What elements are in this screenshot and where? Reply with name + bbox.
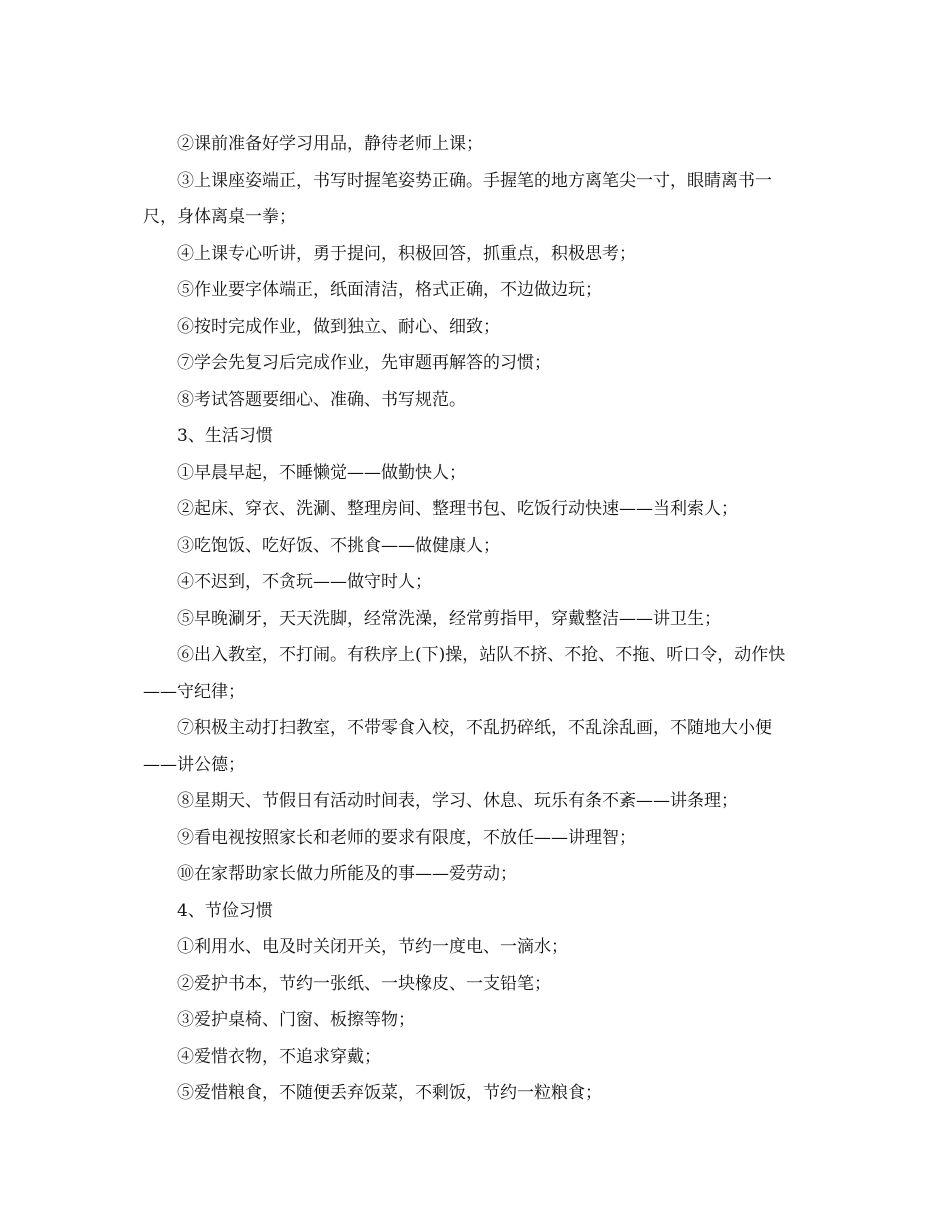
section-heading: 3、生活习惯 <box>177 426 273 446</box>
document-body <box>143 126 803 1112</box>
list-item: ⑤作业要字体端正，纸面清洁，格式正确，不边做边玩； <box>177 280 602 300</box>
list-item: ④上课专心听讲，勇于提问，积极回答，抓重点，积极思考； <box>177 243 636 264</box>
list-item: ⑤早晚涮牙，天天洗脚，经常洗澡，经常剪指甲，穿戴整洁——讲卫生； <box>177 608 721 629</box>
list-item: ⑦积极主动打扫教室，不带零食入校，不乱扔碎纸，不乱涂乱画，不随地大小便——讲公德； <box>143 718 772 775</box>
list-item: ②爱护书本，节约一张纸、一块橡皮、一支铅笔； <box>177 973 551 994</box>
list-item: ⑧考试答题要细心、准确、书写规范。 <box>177 389 466 410</box>
list-item: ⑦学会先复习后完成作业，先审题再解答的习惯； <box>177 353 551 373</box>
list-item: ③吃饱饭、吃好饭、不挑食——做健康人； <box>177 535 500 556</box>
list-item: ④不迟到，不贪玩——做守时人； <box>177 572 432 592</box>
list-item: ⑩在家帮助家长做力所能及的事——爱劳动； <box>177 864 517 884</box>
list-item: ①早晨早起，不睡懒觉——做勤快人； <box>177 462 466 483</box>
list-item: ②起床、穿衣、洗涮、整理房间、整理书包、吃饭行动快速——当利索人； <box>177 499 738 519</box>
section-heading: 4、节俭习惯 <box>177 900 273 921</box>
list-item: ④爱惜衣物，不追求穿戴； <box>177 1046 381 1067</box>
list-item: ③上课座姿端正，书写时握笔姿势正确。手握笔的地方离笔尖一寸，眼睛离书一尺，身体离桌一拳； <box>143 170 772 227</box>
list-item: ⑧星期天、节假日有活动时间表，学习、休息、玩乐有条不紊——讲条理； <box>177 791 738 811</box>
list-item: ⑥出入教室，不打闹。有秩序上(下)操，站队不挤、不抢、不拖、听口令，动作快——守纪律； <box>143 645 786 702</box>
list-item: ⑨看电视按照家长和老师的要求有限度，不放任——讲理智； <box>177 827 636 848</box>
list-item: ⑥按时完成作业，做到独立、耐心、细致； <box>177 316 500 337</box>
list-item: ②课前准备好学习用品，静待老师上课； <box>177 134 483 154</box>
list-item: ①利用水、电及时关闭开关，节约一度电、一滴水； <box>177 937 568 957</box>
list-item: ③爱护桌椅、门窗、板擦等物； <box>177 1010 415 1030</box>
list-item: ⑤爱惜粮食，不随便丢弃饭菜，不剩饭，节约一粒粮食； <box>177 1083 602 1103</box>
